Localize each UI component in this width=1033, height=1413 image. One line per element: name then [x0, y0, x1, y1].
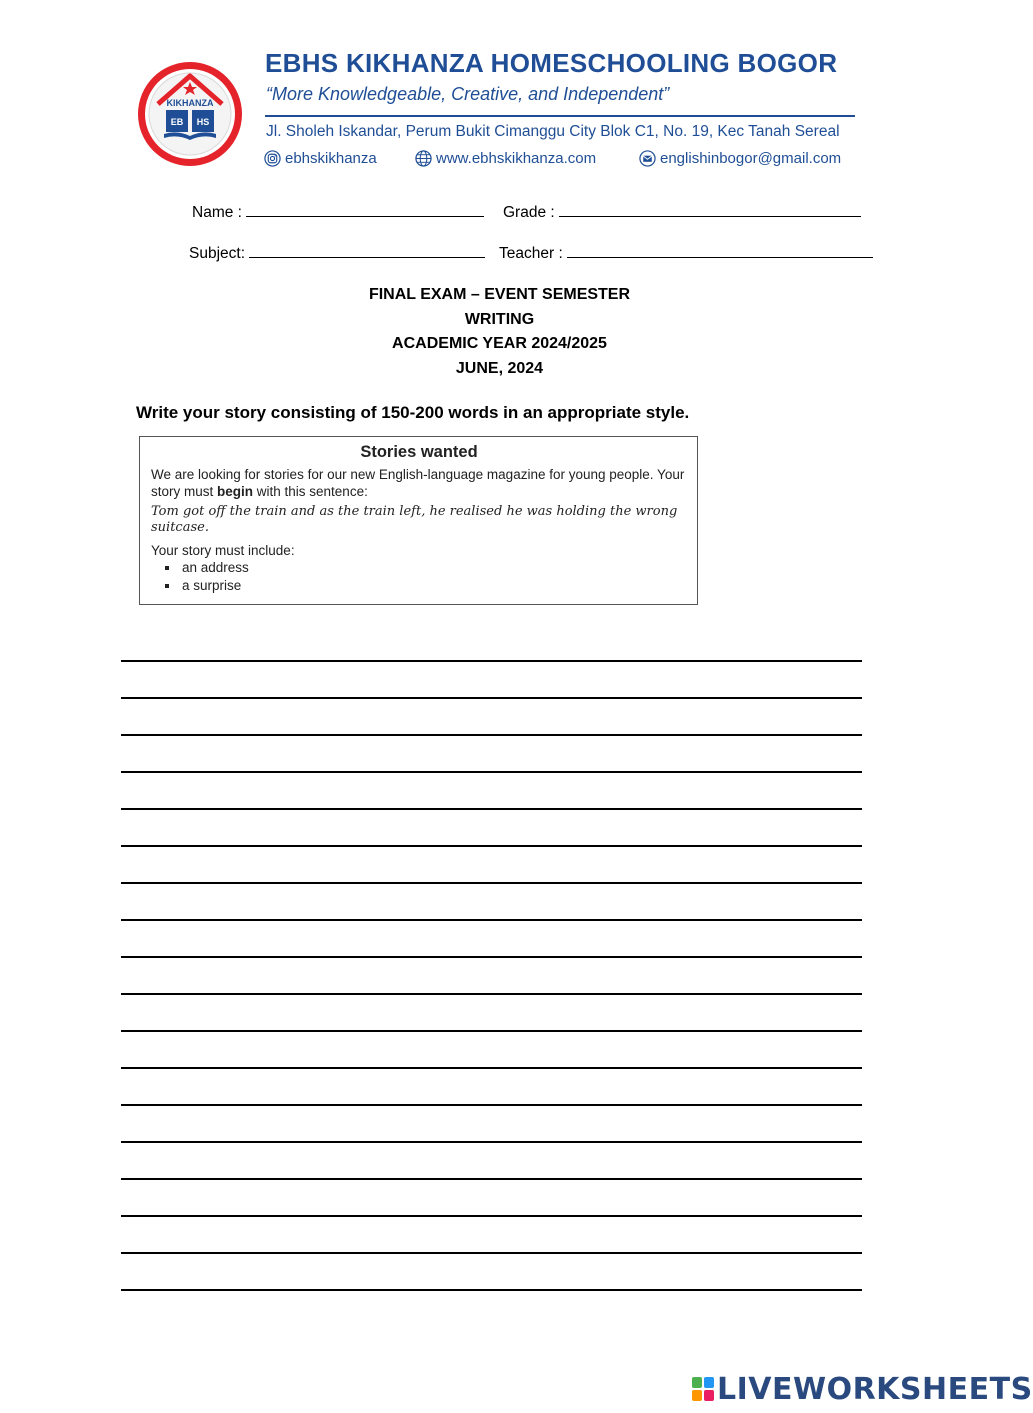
task-requirements-list — [151, 559, 687, 595]
watermark-text: LIVEWORKSHEETS — [717, 1371, 1033, 1407]
writing-line[interactable] — [121, 1252, 862, 1254]
name-field — [192, 202, 484, 222]
list-item: a surprise — [165, 577, 687, 595]
teacher-field — [499, 243, 873, 263]
instagram-handle: ebhskikhanza — [285, 150, 377, 167]
subject-field — [189, 243, 485, 263]
writing-line[interactable] — [121, 771, 862, 773]
writing-line[interactable] — [121, 1141, 862, 1143]
email-contact — [639, 150, 841, 167]
email-address: englishinbogor@gmail.com — [660, 150, 842, 167]
header-divider — [265, 115, 855, 117]
writing-line[interactable] — [121, 919, 862, 921]
website-link: www.ebhskikhanza.com — [436, 150, 597, 167]
globe-icon — [415, 150, 432, 167]
name-label: Name : — [192, 204, 242, 221]
exam-title-line-2: WRITING — [464, 310, 535, 328]
instruction-text: Write your story consisting of 150-200 words in an appropriate style. — [136, 403, 690, 422]
writing-line[interactable] — [121, 808, 862, 810]
task-heading: Stories wanted — [360, 443, 478, 461]
writing-line[interactable] — [121, 734, 862, 736]
task-include-label: Your story must include: — [151, 543, 295, 558]
teacher-input-line[interactable] — [567, 243, 873, 258]
website-contact — [415, 150, 596, 167]
writing-line[interactable] — [121, 1178, 862, 1180]
instagram-icon — [264, 150, 281, 167]
logo-right-text: HS — [196, 117, 210, 127]
writing-line[interactable] — [121, 993, 862, 995]
school-logo — [136, 60, 244, 168]
writing-line[interactable] — [121, 1289, 862, 1291]
grade-input-line[interactable] — [559, 202, 861, 217]
exam-title — [0, 283, 999, 381]
writing-line[interactable] — [121, 882, 862, 884]
teacher-label: Teacher : — [499, 245, 563, 262]
grade-label: Grade : — [503, 204, 555, 221]
writing-line[interactable] — [121, 1104, 862, 1106]
liveworksheets-logo-icon — [692, 1377, 714, 1401]
name-input-line[interactable] — [246, 202, 484, 217]
writing-line[interactable] — [121, 660, 862, 662]
writing-line[interactable] — [121, 1215, 862, 1217]
writing-line[interactable] — [121, 1067, 862, 1069]
task-intro-text: We are looking for stories for our new English-language magazine for young people. Your story must — [151, 467, 685, 499]
school-address: Jl. Sholeh Iskandar, Perum Bukit Cimanggu City Blok C1, No. 19, Kec Tanah Sereal — [266, 123, 840, 140]
subject-input-line[interactable] — [249, 243, 485, 258]
writing-line[interactable] — [121, 956, 862, 958]
task-intro-bold: begin — [217, 483, 254, 499]
writing-line[interactable] — [121, 697, 862, 699]
writing-line[interactable] — [121, 845, 862, 847]
task-opening-sentence: Tom got off the train and as the train left, he realised he was holding the wrong suitcase. — [151, 504, 678, 535]
logo-top-text: KIKHANZA — [166, 98, 214, 108]
subject-label: Subject: — [189, 245, 246, 262]
email-icon — [639, 150, 656, 167]
instagram-contact — [264, 150, 377, 167]
writing-line[interactable] — [121, 1030, 862, 1032]
exam-title-line-1: FINAL EXAM – EVENT SEMESTER — [368, 286, 631, 303]
list-item: an address — [165, 559, 687, 577]
exam-title-line-4: JUNE, 2024 — [455, 359, 544, 377]
task-intro — [151, 467, 687, 500]
exam-title-line-3: ACADEMIC YEAR 2024/2025 — [392, 335, 607, 352]
task-box — [139, 436, 698, 605]
task-intro-end: with this sentence: — [253, 483, 368, 499]
logo-left-text: EB — [170, 117, 184, 127]
contact-row — [264, 150, 864, 172]
school-tagline: “More Knowledgeable, Creative, and Independent” — [266, 84, 670, 104]
school-name: EBHS KIKHANZA HOMESCHOOLING BOGOR — [265, 48, 838, 78]
liveworksheets-watermark — [692, 1373, 1033, 1405]
grade-field — [503, 202, 861, 222]
